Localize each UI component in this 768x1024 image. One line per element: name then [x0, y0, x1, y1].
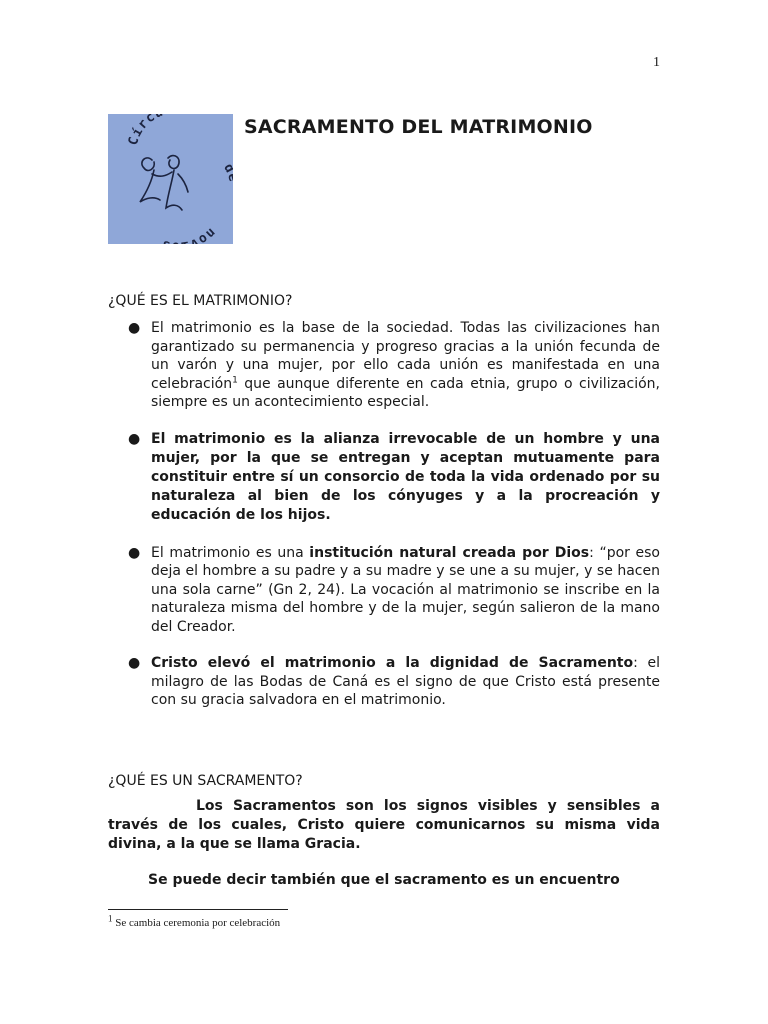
- bullet-icon: ●: [128, 430, 141, 447]
- list-item: ● Cristo elevó el matrimonio a la dignidad de Sacramento: el milagro de las Bodas de Caná es el signo de que Cristo está presente con su gracia salvadora en el matrimonio.: [128, 655, 661, 708]
- logo-image: [108, 114, 233, 244]
- logo-background: [108, 114, 233, 244]
- logo-text-bottom: nov: [187, 224, 219, 244]
- logo-text-top: Círc: [125, 114, 159, 148]
- sacramento-paragraph-continued: Se puede decir también que el sacramento es un encuentro: [148, 872, 620, 888]
- bullet-icon: ●: [128, 544, 141, 561]
- section-heading-matrimonio: ¿QUÉ ES EL MATRIMONIO?: [108, 293, 293, 309]
- bullet-icon: ●: [128, 320, 141, 336]
- page-number: 1: [653, 55, 660, 70]
- footnote-separator: [108, 909, 288, 910]
- footnote: $^1$ Se cambia ceremonia por celebración: [108, 913, 281, 929]
- sacramento-paragraph: Los Sacramentos son los signos visibles y sensibles a través de los cuales, Cristo quiere comunicarnos su misma vida divina, a la que se llama Gracia.: [108, 798, 660, 852]
- document-title: SACRAMENTO DEL MATRIMONIO: [244, 116, 593, 138]
- circulo-de-novios-logo: [108, 114, 233, 244]
- list-item: ● El matrimonio es la base de la sociedad. Todas las civilizaciones han garantizado su permanencia y progreso gracias a la unión fecunda de un varón y una mujer, por ello cada unión es manifestada en una celebración$^1$ que aunque diferente en cada etnia, grupo o civilización, siempre es un acontecimiento especial.: [128, 320, 660, 410]
- list-item: ● El matrimonio es una institución natural creada por Dios: “por eso deja el hombre a su padre y a su madre y se une a su mujer, y se hacen una sola carne” (Gn 2, 24). La vocación al matrimonio se inscribe en la naturaleza misma del hombre y de la mujer, según salieron de la mano del Creador.: [128, 544, 660, 635]
- matrimonio-list: [108, 319, 660, 710]
- bullet-icon: ●: [128, 655, 141, 671]
- list-item: ● El matrimonio es la alianza irrevocable de un hombre y una mujer, por la que se entregan y aceptan mutuamente para constituir entre sí un consorcio de toda la vida ordenado por su naturaleza al bien de los cónyuges y a la procreación y educación de los hijos.: [128, 430, 660, 523]
- footnote-ref: 1: [232, 374, 238, 385]
- section-heading-sacramento: ¿QUÉ ES UN SACRAMENTO?: [108, 773, 303, 789]
